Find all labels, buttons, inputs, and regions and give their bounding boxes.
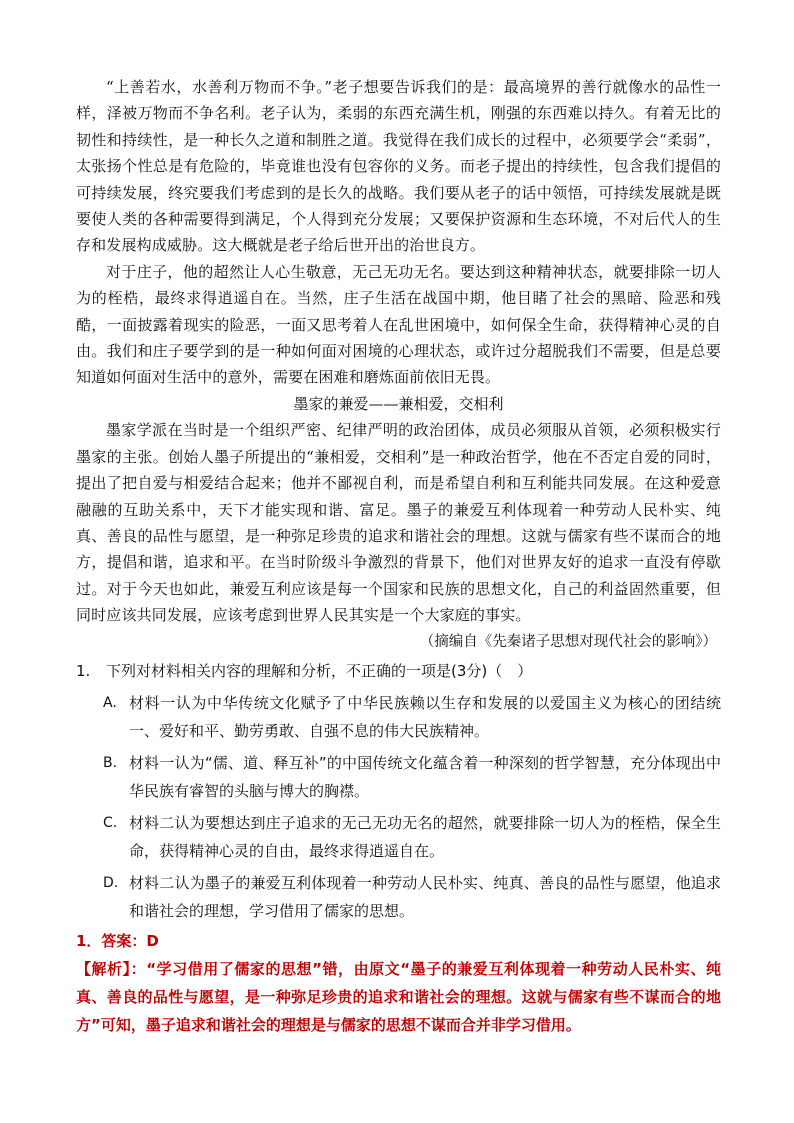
question-stem — [76, 657, 721, 685]
document-page — [76, 74, 721, 1039]
question-1 — [76, 657, 721, 925]
question-stem-text: 下列对材料相关内容的理解和分析，不正确的一项是(3分)（ ） — [106, 661, 533, 680]
answer-line: 1．答案：D — [76, 931, 159, 950]
passage-paragraph-mozi: 墨家学派在当时是一个组织严密、纪律严明的政治团体，成员必须服从首领，必须积极实行墨家的主张。创始人墨子所提出的“兼相爱，交相利”是一种政治哲学，他在不否定自爱的同时，提出了把自爱与相爱结合起来；他并不鄙视自利，而是希望自利和互利能共同发展。在这种爱意融融的互助关系中，天下才能实现和谐、富足。墨子的兼爱互利体现着一种劳动人民朴实、纯真、善良的品性与愿望，是一种弥足珍贵的追求和谐社会的理想。这就与儒家有些不谋而合的地方，提倡和谐，追求和平。在当时阶级斗争激烈的背景下，他们对世界友好的追求一直没有停歇过。对于今天也如此，兼爱互利应该是每一个国家和民族的思想文化，自己的利益固然重要，但同时应该共同发展，应该考虑到世界人民其实是一个大家庭的事实。 — [76, 421, 721, 625]
option-text: 材料一认为中华传统文化赋予了中华民族赖以生存和发展的以爱国主义为核心的团结统一、爱好和平、勤劳勇敢、自强不息的伟大民族精神。 — [129, 693, 721, 740]
option-d — [103, 869, 721, 925]
option-letter: C. — [103, 814, 118, 831]
passage-paragraph-zhuangzi: 对于庄子，他的超然让人心生敬意，无己无功无名。要达到这种精神状态，就要排除一切人为的桎梏，最终求得逍遥自在。当然，庄子生活在战国中期，他目睹了社会的黑暗、险恶和残酷，一面披露着现实的险恶，一面又思考着人在乱世困境中，如何保全生命，获得精神心灵的自由。我们和庄子要学到的是一种如何面对困境的心理状态，或许过分超脱我们不需要，但是总要知道如何面对生活中的意外，需要在困难和磨炼面前依旧无畏。 — [76, 262, 721, 387]
option-a — [103, 689, 721, 745]
answer-analysis: 【解析】：“学习借用了儒家的思想”错，由原文“墨子的兼爱互利体现着一种劳动人民朴实、纯真、善良的品性与愿望，是一种弥足珍贵的追求和谐社会的理想。这就与儒家有些不谋而合的地方”可知，墨子追求和谐社会的理想是与儒家的思想不谋而合并非学习借用。 — [76, 959, 721, 1034]
section-title-mohism: 墨家的兼爱——兼相爱，交相利 — [293, 394, 504, 413]
passage-source: （摘编自《先秦诸子思想对现代社会的影响》） — [419, 633, 717, 650]
reading-passage — [76, 74, 721, 655]
option-text: 材料二认为要想达到庄子追求的无己无功无名的超然，就要排除一切人为的桎梏，保全生命，获得精神心灵的自由，最终求得逍遥自在。 — [129, 813, 721, 860]
question-number: 1. — [76, 661, 91, 680]
option-text: 材料二认为墨子的兼爱互利体现着一种劳动人民朴实、纯真、善良的品性与愿望，他追求和谐社会的理想，学习借用了儒家的思想。 — [129, 873, 721, 920]
option-c — [103, 809, 721, 865]
question-options — [103, 689, 721, 925]
option-letter: D. — [103, 874, 119, 891]
option-text: 材料一认为“儒、道、释互补”的中国传统文化蕴含着一种深刻的哲学智慧，充分体现出中华民族有睿智的头脑与博大的胸襟。 — [129, 753, 721, 800]
option-b — [103, 749, 721, 805]
passage-paragraph-laozi: “上善若水，水善利万物而不争。”老子想要告诉我们的是：最高境界的善行就像水的品性一样，泽被万物而不争名利。老子认为，柔弱的东西充满生机，刚强的东西难以持久。有着无比的韧性和持续性，是一种长久之道和制胜之道。我觉得在我们成长的过程中，必须要学会“柔弱”，太张扬个性总是有危险的，毕竟谁也没有包容你的义务。而老子提出的持续性，包含我们提倡的可持续发展，终究要我们考虑到的是长久的战略。我们要从老子的话中领悟，可持续发展就是既要使人类的各种需要得到满足，个人得到充分发展；又要保护资源和生态环境，不对后代人的生存和发展构成威胁。这大概就是老子给后世开出的治世良方。 — [76, 78, 721, 255]
option-letter: B. — [103, 754, 118, 771]
option-letter: A. — [103, 694, 117, 711]
